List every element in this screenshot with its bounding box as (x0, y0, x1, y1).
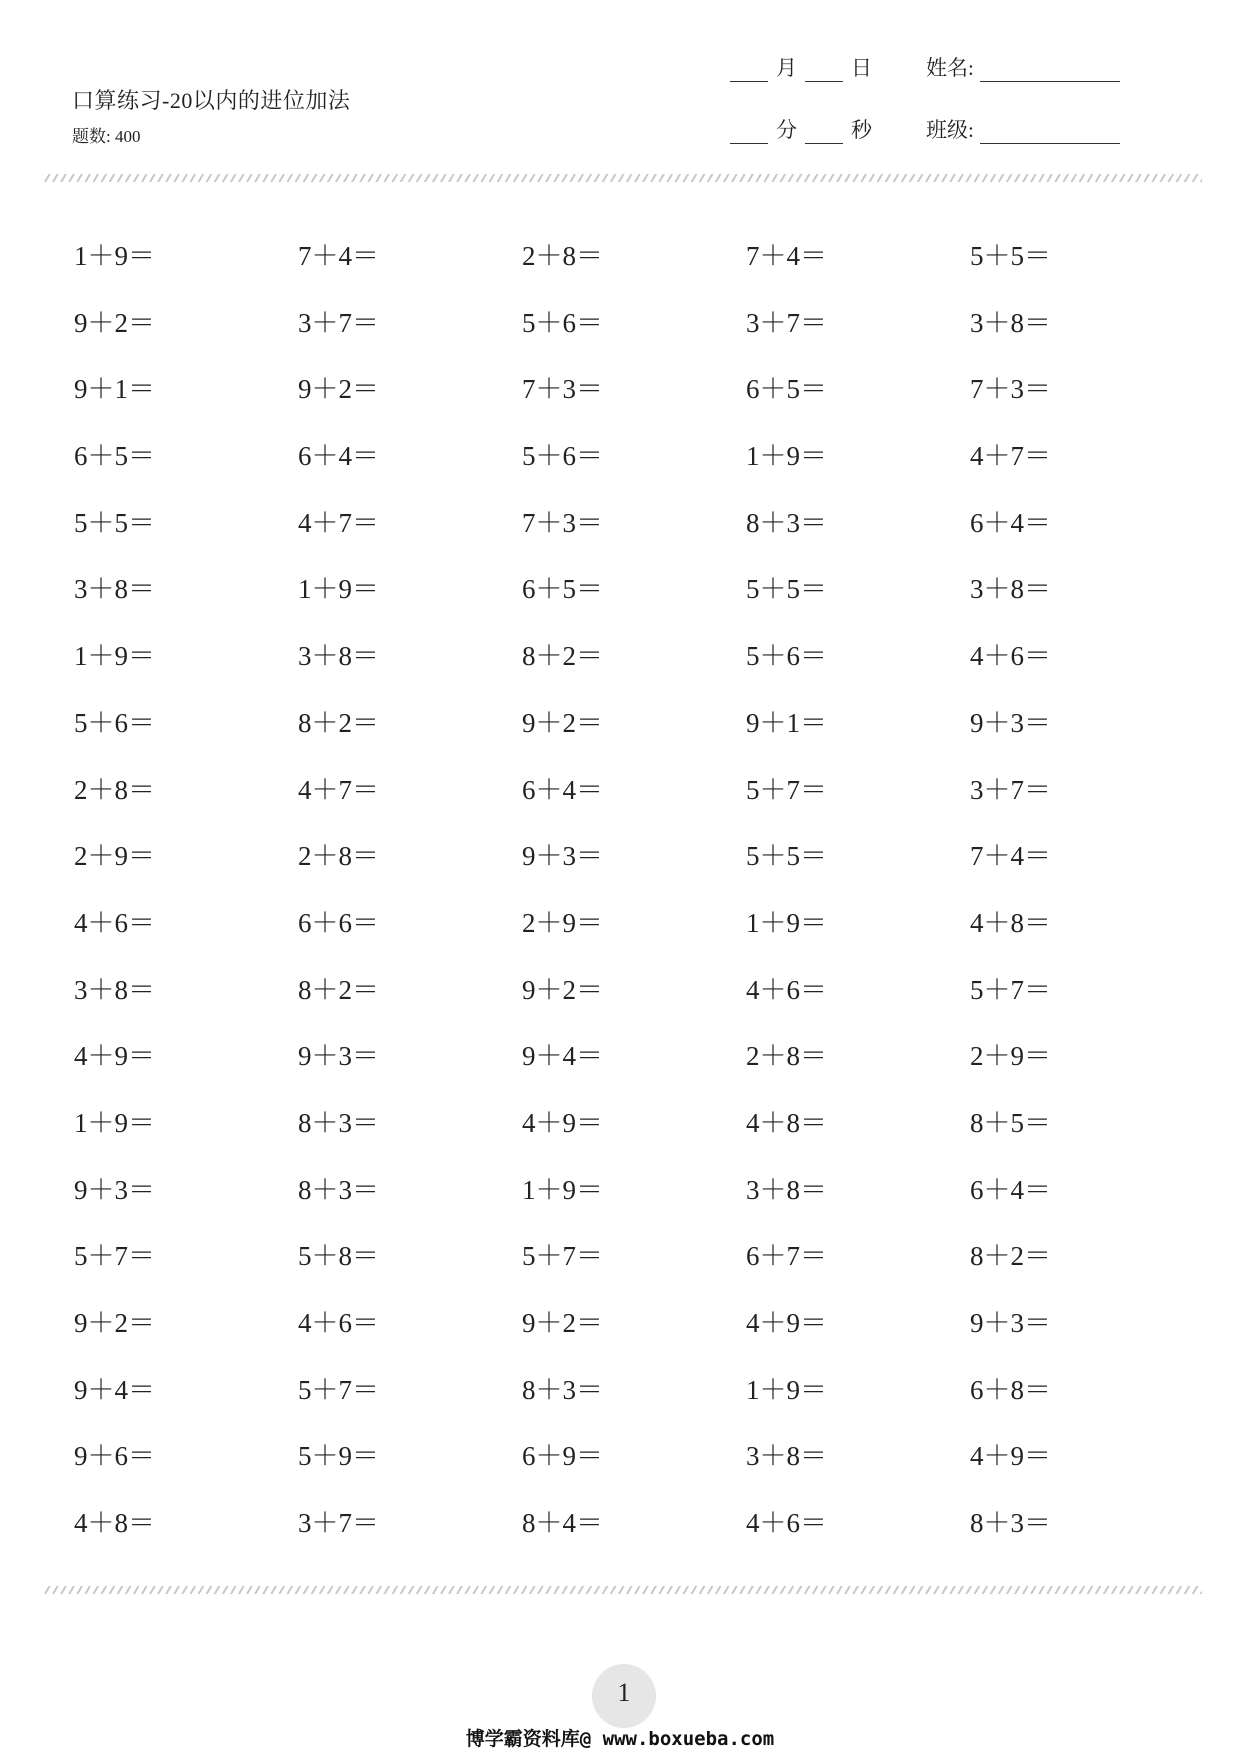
problem-item: 2＋9＝ (522, 907, 603, 938)
problem-item: 9＋2＝ (522, 974, 603, 1005)
class-label: 班级: (926, 118, 974, 142)
problem-item: 8＋2＝ (298, 707, 379, 738)
problem-item: 9＋3＝ (970, 707, 1051, 738)
name-field (926, 52, 1120, 82)
problem-item: 5＋5＝ (746, 574, 827, 605)
problem-item: 6＋4＝ (970, 1174, 1051, 1205)
problem-item: 6＋5＝ (74, 441, 155, 472)
problem-item: 6＋5＝ (522, 574, 603, 605)
problem-item: 7＋3＝ (970, 374, 1051, 405)
problem-item: 5＋6＝ (522, 441, 603, 472)
problem-item: 8＋3＝ (970, 1508, 1051, 1539)
problem-item: 9＋1＝ (746, 707, 827, 738)
problem-item: 4＋7＝ (970, 441, 1051, 472)
problem-item: 4＋9＝ (522, 1107, 603, 1138)
problem-item: 7＋3＝ (522, 374, 603, 405)
problem-count: 题数: 400 (72, 127, 141, 146)
worksheet-title: 口算练习-20以内的进位加法 (72, 88, 351, 113)
problem-item: 8＋5＝ (970, 1107, 1051, 1138)
problem-item: 4＋8＝ (970, 907, 1051, 938)
problem-item: 9＋1＝ (74, 374, 155, 405)
problem-item: 1＋9＝ (74, 241, 155, 271)
minute-blank[interactable] (730, 125, 768, 144)
problem-item: 4＋9＝ (746, 1308, 827, 1338)
problem-item: 1＋9＝ (746, 907, 827, 938)
problem-item: 3＋8＝ (74, 574, 155, 605)
problem-item: 9＋4＝ (522, 1041, 603, 1072)
problem-item: 8＋2＝ (970, 1241, 1051, 1272)
problem-item: 7＋4＝ (746, 241, 827, 271)
problem-item: 4＋6＝ (970, 641, 1051, 672)
problem-item: 5＋7＝ (522, 1241, 603, 1272)
problem-item: 4＋7＝ (298, 774, 379, 805)
month-blank[interactable] (730, 63, 768, 82)
problem-item: 8＋3＝ (298, 1174, 379, 1205)
problem-item: 8＋2＝ (298, 974, 379, 1005)
problem-item: 9＋2＝ (298, 374, 379, 405)
problem-item: 7＋4＝ (298, 241, 379, 271)
problem-item: 9＋2＝ (74, 307, 155, 338)
problem-item: 4＋8＝ (74, 1508, 155, 1539)
bottom-divider (42, 1586, 1202, 1594)
problem-item: 6＋5＝ (746, 374, 827, 405)
minute-unit: 分 (776, 118, 797, 142)
problem-item: 3＋7＝ (298, 1508, 379, 1539)
problem-item: 5＋5＝ (970, 241, 1051, 271)
time-field (730, 114, 880, 144)
problem-item: 9＋2＝ (74, 1308, 155, 1338)
problem-item: 5＋9＝ (298, 1441, 379, 1472)
problem-item: 3＋7＝ (746, 307, 827, 338)
problem-item: 3＋8＝ (74, 974, 155, 1005)
day-unit: 日 (851, 56, 872, 80)
problem-item: 5＋7＝ (298, 1374, 379, 1405)
problem-item: 2＋8＝ (298, 841, 379, 872)
problem-item: 4＋6＝ (298, 1308, 379, 1338)
problem-item: 5＋8＝ (298, 1241, 379, 1272)
problem-item: 3＋8＝ (970, 574, 1051, 605)
problem-item: 1＋9＝ (746, 1374, 827, 1405)
problem-item: 9＋3＝ (74, 1174, 155, 1205)
problem-item: 1＋9＝ (74, 641, 155, 672)
date-field (730, 52, 880, 82)
problem-item: 4＋7＝ (298, 507, 379, 538)
day-blank[interactable] (805, 63, 843, 82)
problem-item: 5＋6＝ (522, 307, 603, 338)
problem-grid (74, 238, 1194, 1572)
problem-item: 5＋7＝ (746, 774, 827, 805)
problem-item: 8＋4＝ (522, 1508, 603, 1539)
problem-item: 9＋2＝ (522, 707, 603, 738)
problem-item: 8＋2＝ (522, 641, 603, 672)
problem-item: 6＋8＝ (970, 1374, 1051, 1405)
problem-item: 6＋7＝ (746, 1241, 827, 1272)
problem-item: 5＋6＝ (74, 707, 155, 738)
problem-item: 8＋3＝ (298, 1107, 379, 1138)
problem-item: 4＋9＝ (74, 1041, 155, 1072)
problem-item: 2＋8＝ (74, 774, 155, 805)
problem-item: 3＋7＝ (970, 774, 1051, 805)
second-unit: 秒 (851, 118, 872, 142)
problem-item: 9＋3＝ (522, 841, 603, 872)
problem-item: 4＋6＝ (746, 1508, 827, 1539)
problem-item: 4＋6＝ (74, 907, 155, 938)
problem-item: 3＋7＝ (298, 307, 379, 338)
problem-item: 9＋6＝ (74, 1441, 155, 1472)
problem-item: 4＋6＝ (746, 974, 827, 1005)
problem-item: 8＋3＝ (522, 1374, 603, 1405)
problem-item: 5＋6＝ (746, 641, 827, 672)
problem-item: 7＋3＝ (522, 507, 603, 538)
problem-item: 6＋4＝ (522, 774, 603, 805)
month-unit: 月 (776, 56, 797, 80)
problem-item: 6＋4＝ (298, 441, 379, 472)
problem-item: 9＋4＝ (74, 1374, 155, 1405)
problem-item: 5＋7＝ (970, 974, 1051, 1005)
problem-item: 3＋8＝ (746, 1441, 827, 1472)
problem-item: 1＋9＝ (522, 1174, 603, 1205)
second-blank[interactable] (805, 125, 843, 144)
footer-source: 博学霸资料库@ www.boxueba.com (465, 1728, 775, 1750)
problem-item: 3＋8＝ (970, 307, 1051, 338)
problem-item: 4＋9＝ (970, 1441, 1051, 1472)
problem-item: 6＋6＝ (298, 907, 379, 938)
problem-item: 5＋5＝ (746, 841, 827, 872)
problem-item: 9＋3＝ (970, 1308, 1051, 1338)
problem-item: 4＋8＝ (746, 1107, 827, 1138)
page-number: 1 (617, 1678, 631, 1707)
problem-item: 7＋4＝ (970, 841, 1051, 872)
problem-item: 9＋2＝ (522, 1308, 603, 1338)
problem-item: 1＋9＝ (298, 574, 379, 605)
problem-item: 6＋9＝ (522, 1441, 603, 1472)
problem-item: 2＋9＝ (970, 1041, 1051, 1072)
problem-item: 2＋8＝ (522, 241, 603, 271)
problem-item: 5＋5＝ (74, 507, 155, 538)
problem-item: 6＋4＝ (970, 507, 1051, 538)
problem-item: 1＋9＝ (74, 1107, 155, 1138)
class-field (926, 114, 1120, 144)
name-label: 姓名: (926, 56, 974, 80)
problem-item: 2＋8＝ (746, 1041, 827, 1072)
class-blank[interactable] (980, 125, 1120, 144)
problem-item: 2＋9＝ (74, 841, 155, 872)
problem-item: 1＋9＝ (746, 441, 827, 472)
problem-item: 5＋7＝ (74, 1241, 155, 1272)
name-blank[interactable] (980, 63, 1120, 82)
problem-item: 3＋8＝ (746, 1174, 827, 1205)
top-divider (42, 174, 1202, 182)
problem-item: 9＋3＝ (298, 1041, 379, 1072)
problem-item: 3＋8＝ (298, 641, 379, 672)
problem-item: 8＋3＝ (746, 507, 827, 538)
